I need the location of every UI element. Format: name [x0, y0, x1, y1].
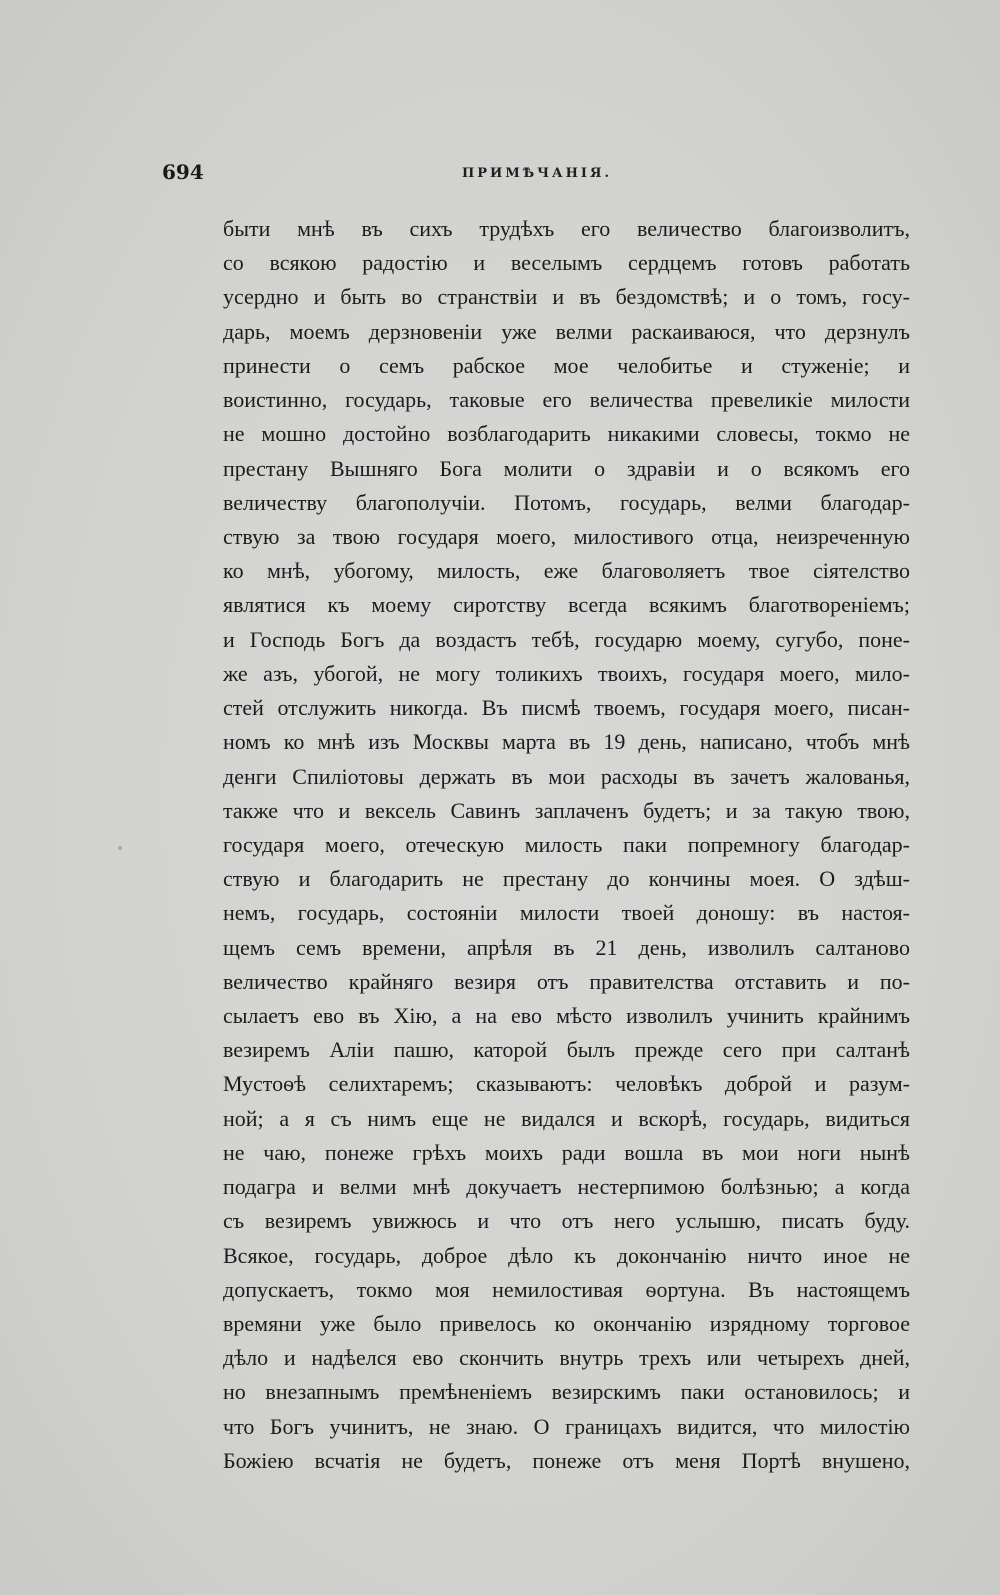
text-line: ной; а я съ нимъ еще не видался и вскорѣ, государь, видиться: [223, 1105, 910, 1131]
text-line: ствую за твою государя моего, милостивого отца, неизреченную: [223, 523, 910, 549]
text-line: Мустоѳѣ селихтаремъ; сказываютъ: человѣкъ доброй и разум-: [223, 1071, 910, 1097]
text-line: не мошно достойно возблагодарить никакими словесы, токмо не: [223, 421, 910, 447]
text-line: усердно и быть во странствіи и въ бездомствѣ; и о томъ, госу-: [223, 284, 910, 310]
text-line: ствую и благодарить не престану до кончины моея. О здѣш-: [223, 866, 910, 892]
text-line: что Богъ учинитъ, не знаю. О границахъ видится, что милостію: [223, 1413, 910, 1439]
text-line: ко мнѣ, убогому, милость, еже благоволяетъ твое сіятелство: [223, 558, 910, 584]
text-line: быти мнѣ въ сихъ трудѣхъ его величество благоизволитъ,: [223, 216, 910, 241]
text-line: престану Вышняго Бога молити о здравіи и о всякомъ его: [223, 455, 910, 481]
text-line: подагра и велми мнѣ докучаетъ нестерпимою болѣзнью; а когда: [223, 1174, 910, 1200]
text-line: но внезапнымъ премѣненіемъ везирскимъ паки остановилось; и: [223, 1379, 910, 1405]
body-text: [223, 212, 910, 1478]
text-line: стей отслужить никогда. Въ писмѣ твоемъ, государя моего, писан-: [223, 695, 910, 721]
text-line: везиремъ Аліи пашю, каторой былъ прежде сего при салтанѣ: [223, 1037, 910, 1063]
text-line: воистинно, государь, таковые его величества превеликіе милости: [223, 387, 910, 413]
text-line: съ везиремъ увижюсь и что отъ него услышю, писать буду.: [223, 1208, 910, 1234]
page-number: 694: [162, 160, 204, 184]
text-line: и Господь Богъ да воздастъ тебѣ, государю моему, сугубо, поне-: [223, 626, 910, 652]
text-line: со всякою радостію и веселымъ сердцемъ готовъ работать: [223, 250, 910, 276]
text-line: Всякое, государь, доброе дѣло къ докончанію ничто иное не: [223, 1242, 910, 1268]
text-line: государя моего, отеческую милость паки попремногу благодар-: [223, 831, 910, 857]
text-line: величество крайняго везиря отъ правителства отставить и по-: [223, 968, 910, 994]
margin-speck: [118, 846, 122, 850]
text-line: являтися къ моему сиротству всегда всякимъ благотвореніемъ;: [223, 592, 910, 618]
text-line: дѣло и надѣелся ево скончить внутрь трехъ или четырехъ дней,: [223, 1345, 910, 1371]
running-head: ПРИМѢЧАНІЯ.: [462, 166, 612, 181]
text-line: Божіею всчатія не будетъ, понеже отъ меня Портѣ внушено,: [223, 1447, 910, 1473]
text-line: времяни уже было привелось ко окончанію изрядному торговое: [223, 1311, 910, 1336]
text-line: же азъ, убогой, не могу толикихъ твоихъ, государя моего, мило-: [223, 660, 910, 686]
text-line: щемъ семъ времени, апрѣля въ 21 день, изволилъ салтаново: [223, 934, 910, 960]
text-line: денги Спиліотовы держать въ мои расходы въ зачетъ жалованья,: [223, 763, 910, 789]
text-line: также что и вексель Савинъ заплаченъ будетъ; и за такую твою,: [223, 797, 910, 823]
text-line: допускаетъ, токмо моя немилостивая ѳортуна. Въ настоящемъ: [223, 1276, 910, 1302]
text-line: номъ ко мнѣ изъ Москвы марта въ 19 день, написано, чтобъ мнѣ: [223, 729, 910, 755]
text-line: дарь, моемъ дерзновеніи уже велми раскаиваюся, что дерзнулъ: [223, 318, 910, 344]
text-line: принести о семъ рабское мое челобитье и стуженіе; и: [223, 352, 910, 378]
text-line: не чаю, понеже грѣхъ моихъ ради вошла въ мои ноги нынѣ: [223, 1139, 910, 1165]
text-line: немъ, государь, состояніи милости твоей доношу: въ настоя-: [223, 900, 910, 926]
text-line: величеству благополучіи. Потомъ, государь, велми благодар-: [223, 489, 910, 515]
text-line: сылаетъ ево въ Хію, а на ево мѣсто изволилъ учинить крайнимъ: [223, 1003, 910, 1029]
